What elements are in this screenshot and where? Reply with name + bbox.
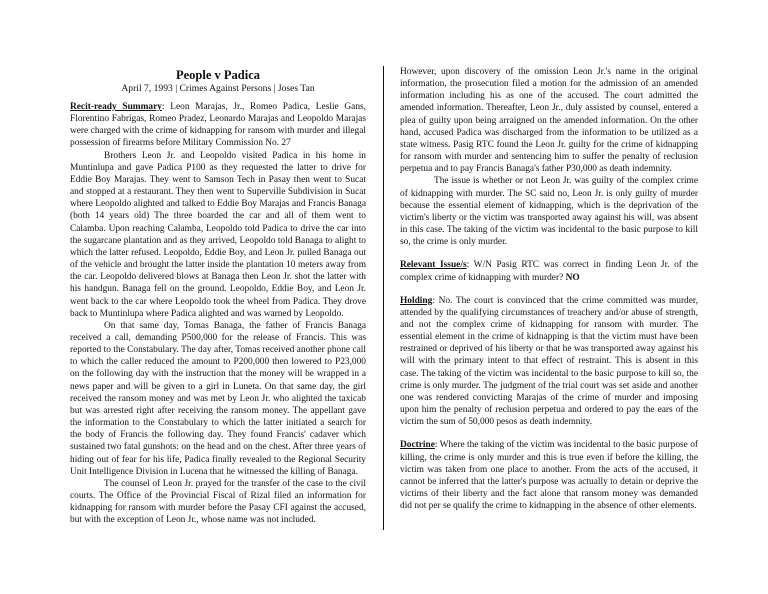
doctrine-text: : Where the taking of the victim was incidental to the basic purpose of killing, the crime is only murder and this is true even if before the killing, the victim was taken from one place to another. From the acts of the accused, it cannot be inferred that the latter's purpose was actually to detain or deprive the victims of their liberty and the fact alone that ransom money was demanded did not per se qualify the crime to kidnapping in the absence of other elements. <box>400 440 698 512</box>
holding-paragraph <box>400 295 698 429</box>
left-column <box>70 101 366 526</box>
case-subtitle: April 7, 1993 | Crimes Against Persons | Joses Tan <box>121 83 315 94</box>
recit-summary-label: Recit-ready Summary <box>70 102 162 112</box>
facts-paragraph-1: Brothers Leon Jr. and Leopoldo visited Padica in his home in Muntinlupa and gave Padica P100 as they requested the latter to drive for Eddie Boy Marajas. They went to Samson Tech in Pasay then went to Sucat and stopped at a restaurant. They then went to Superville Subdivision in Sucat where Leopoldo alighted and talked to Eddie Boy Marajas and Francis Banaga (both 14 years old) The three boarded the car and all of them went to Calamba. Upon reaching Calamba, Leopoldo told Padica to drive the car into the sugarcane plantation and as they arrived, Leopoldo told Banaga to alight to which the latter refused. Leopoldo, Eddie Boy, and Leon Jr. pulled Banaga out of the vehicle and brought the latter inside the plantation 10 meters away from the car. Leopoldo delivered blows at Banaga then Leon Jr. shot the latter with his handgun. Banaga fell on the ground. Leopoldo, Eddie Boy, and Leon Jr. went back to the car where Leopoldo took the wheel from Padica. They drove back to Muntinlupa where Padica alighted and was warned by Leopoldo. <box>70 150 366 319</box>
relevant-issues-label: Relevant Issue/s <box>400 260 467 271</box>
case-title: People v Padica <box>175 68 260 82</box>
facts-paragraph-3: The counsel of Leon Jr. prayed for the transfer of the case to the civil courts. The Office of the Provincial Fiscal of Rizal filed an information for kidnapping for ransom with murder before the Pasay CFI against the accused, but with the exception of Leon Jr., whose name was not included. <box>70 478 366 526</box>
issue-paragraph: The issue is whether or not Leon Jr. was guilty of the complex crime of kidnapping with murder. The SC said no, Leon Jr. is only guilty of murder because the essential element of kidnapping, which is the deprivation of the victim's liberty or the victim was transported away against his will, was absent in this case. The taking of the victim was incidental to the basic purpose to kill so, the crime is only murder. <box>400 176 698 248</box>
right-column <box>400 66 698 512</box>
relevant-issues-paragraph <box>400 259 698 283</box>
holding-label: Holding <box>400 295 433 306</box>
doctrine-label: Doctrine <box>400 440 435 451</box>
relevant-issues-text: : W/N Pasig RTC was correct in finding Leon Jr. of the complex crime of kidnapping with murder? <box>400 260 698 283</box>
doctrine-paragraph <box>400 439 698 512</box>
column-divider <box>383 66 384 530</box>
facts-paragraph-2: On that same day, Tomas Banaga, the father of Francis Banaga received a call, demanding P500,000 for the release of Francis. This was reported to the Constabulary. The day after, Tomas received another phone call to which the caller reduced the amount to P200,000 then lowered to P23,000 on the following day with the instruction that the money will be wrapped in a news paper and will be given to a girl in Luneta. On that same day, the girl received the ransom money and was met by Leon Jr. who alighted the taxicab but was arrested right after receiving the ransom money. The appellant gave the information to the Constabulary to which the latter initiated a search for the body of Francis the following day. They found Francis' cadaver which sustained two fatal gunshots: on the head and on the chest. After three years of hiding out of fear for his life, Padica finally revealed to the Regional Security Unit Intelligence Division in Lucena that he witnessed the killing of Banaga. <box>70 320 366 477</box>
relevant-issues-answer: NO <box>565 272 580 283</box>
recit-summary-paragraph <box>70 101 366 150</box>
holding-text: : No. The court is convinced that the crime committed was murder, attended by the qualifying circumstances of treachery and/or abuse of strength, and not the complex crime of kidnapping for ransom with murder. The essential element in the crime of kidnapping is that the victim must have been restrained or deprived of his liberty or that he was transported away against his will with the primary intent to that effect of restraint. This is absent in this case. The taking of the victim was incidental to the basic purpose to kill so, the crime is only murder. The judgment of the trial court was set aside and another one was rendered convicting Marajas of the crime of murder and imposing upon him the penalty of reclusion perpetua and ordered to pay the ears of the victim the sum of 50,000 pesos as death indemnity. <box>400 295 698 428</box>
continuation-paragraph: However, upon discovery of the omission Leon Jr.'s name in the original information, the prosecution filed a motion for the admission of an amended information including his as one of the accused. The court admitted the amended information. Thereafter, Leon Jr., duly assisted by counsel, entered a plea of guilty upon being arraigned on the amended information. On the other hand, accused Padica was discharged from the information to be utilized as a state witness. Pasig RTC found the Leon Jr. guilty for the crime of kidnapping for ransom with murder and sentencing him to suffer the penalty of reclusion perpetua and to pay Francis Banaga's father P30,000 as death indemnity. <box>400 67 698 175</box>
recit-summary-text: : Leon Marajas, Jr., Romeo Padica, Leslie Gans, Florentino Fabrigas, Romeo Pradez, Leonardo Marajas and Leopoldo Marajas were charged with the crime of kidnapping for ransom with murder and illegal possession of firearms before Military Commission No. 27 <box>70 102 367 149</box>
